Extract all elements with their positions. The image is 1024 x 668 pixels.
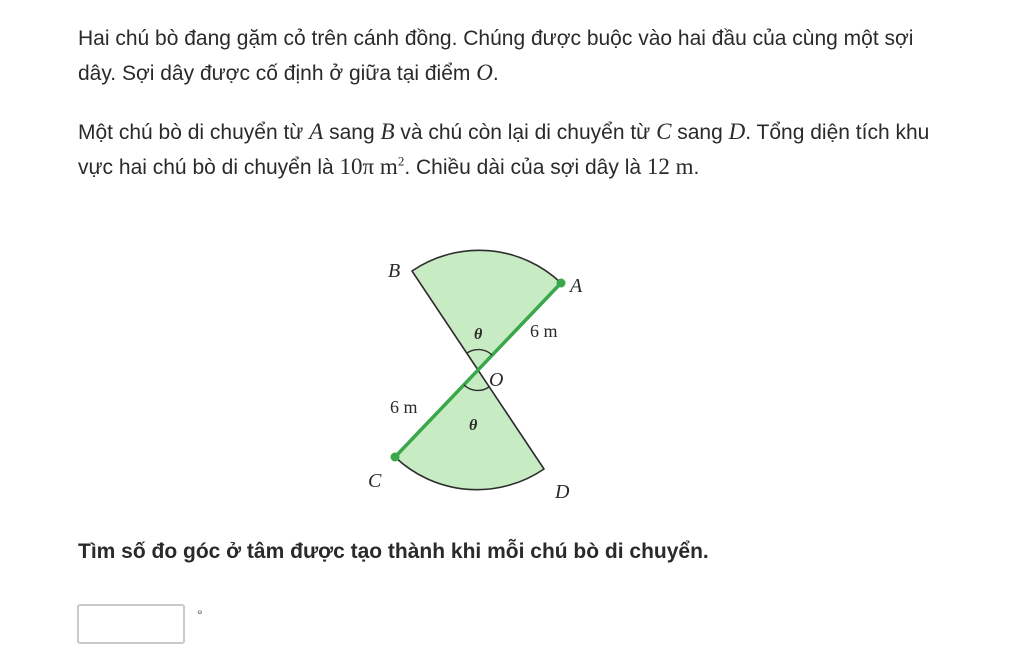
label-a: A [570, 275, 583, 297]
details-text-2: sang [323, 121, 381, 144]
theta-top-label: θ [474, 326, 483, 343]
point-a-dot [557, 279, 566, 288]
answer-input[interactable] [77, 604, 185, 644]
point-d-symbol: D [728, 119, 746, 144]
point-b-symbol: B [380, 119, 395, 144]
details-end: . [693, 156, 700, 179]
question-text: Tìm số đo góc ở tâm được tạo thành khi mỗi chú bò di chuyển. [78, 540, 709, 563]
intro-text: Hai chú bò đang gặm cỏ trên cánh đồng. Chúng được buộc vào hai đầu của cùng một sợi dây. Sợi dây được cố định ở giữa tại điểm [78, 27, 914, 85]
theta-bottom-label: θ [469, 417, 478, 434]
point-a-symbol: A [309, 119, 324, 144]
area-value [340, 154, 405, 179]
label-o: O [489, 369, 504, 391]
label-d: D [555, 481, 570, 503]
length-label-top: 6 m [530, 321, 558, 341]
point-o-symbol: O [476, 60, 493, 85]
problem-intro [78, 22, 938, 91]
details-text-6: . Chiều dài của sợi dây là [404, 156, 647, 179]
sector-diagram [350, 245, 620, 520]
rope-length: 12 m [646, 154, 694, 179]
label-b: B [388, 260, 401, 282]
degree-unit: ° [197, 607, 203, 623]
area-exponent: 2 [397, 153, 405, 169]
details-text-4: sang [671, 121, 729, 144]
point-c-dot [391, 453, 400, 462]
upper-sector [412, 250, 561, 370]
label-c: C [368, 470, 382, 492]
intro-end: . [492, 62, 499, 85]
problem-details [78, 115, 938, 185]
point-c-symbol: C [656, 119, 672, 144]
area-number: 10π m [339, 154, 398, 179]
details-text-1: Một chú bò di chuyển từ [78, 121, 310, 144]
details-text-3: và chú còn lại di chuyển từ [394, 121, 657, 144]
details-text-5: . Tổng diện tích khu vực hai chú bò di chuyển là [78, 121, 930, 179]
length-label-bottom: 6 m [390, 397, 418, 417]
